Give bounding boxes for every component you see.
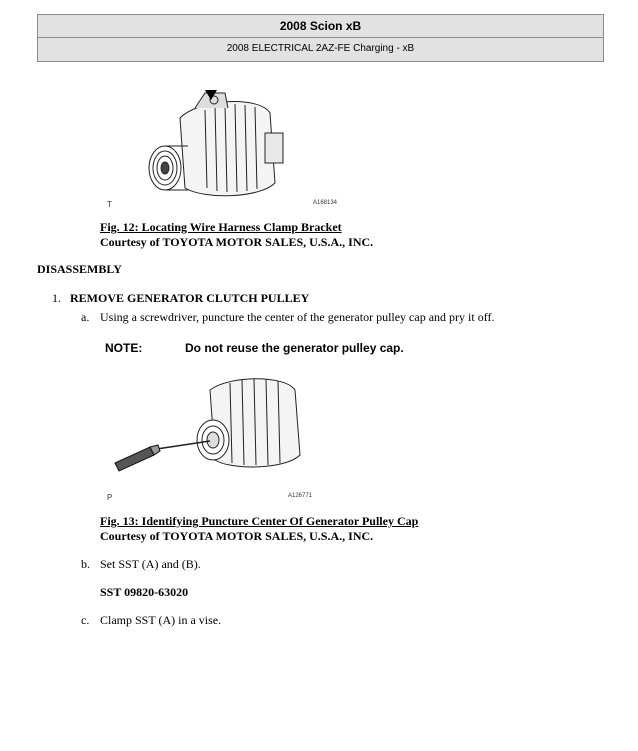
note-text: Do not reuse the generator pulley cap. <box>185 341 404 355</box>
header-title: 2008 Scion xB <box>38 15 603 38</box>
document-header <box>37 14 604 62</box>
step-1c-text: Clamp SST (A) in a vise. <box>100 613 222 627</box>
header-subtitle: 2008 ELECTRICAL 2AZ-FE Charging - xB <box>226 43 415 54</box>
step-1c-letter: c. <box>81 613 90 627</box>
note-label: NOTE: <box>105 341 143 355</box>
section-title: DISASSEMBLY <box>37 262 122 276</box>
step-1b-letter: b. <box>81 557 90 571</box>
figure-12-courtesy: Courtesy of TOYOTA MOTOR SALES, U.S.A., INC. <box>100 235 374 249</box>
step-1b-text: Set SST (A) and (B). <box>100 557 201 571</box>
figure-12-corner-label: T <box>107 200 112 209</box>
sst-number: SST 09820-63020 <box>100 585 189 599</box>
step-1-number: 1. <box>52 291 61 305</box>
step-1-title: REMOVE GENERATOR CLUTCH PULLEY <box>70 291 310 305</box>
step-1a-letter: a. <box>81 310 90 324</box>
figure-13-code: A126771 <box>288 493 313 499</box>
figure-13-illustration <box>110 375 370 495</box>
figure-13-caption: Fig. 13: Identifying Puncture Center Of Generator Pulley Cap <box>100 514 419 528</box>
step-1a-text: Using a screwdriver, puncture the center of the generator pulley cap and pry it off. <box>100 310 495 324</box>
figure-13-corner-label: P <box>107 493 113 502</box>
figure-12-caption: Fig. 12: Locating Wire Harness Clamp Bracket <box>100 220 342 234</box>
figure-12-illustration <box>110 88 370 208</box>
figure-12-code: A168134 <box>313 200 338 206</box>
figure-13-courtesy: Courtesy of TOYOTA MOTOR SALES, U.S.A., INC. <box>100 529 374 543</box>
